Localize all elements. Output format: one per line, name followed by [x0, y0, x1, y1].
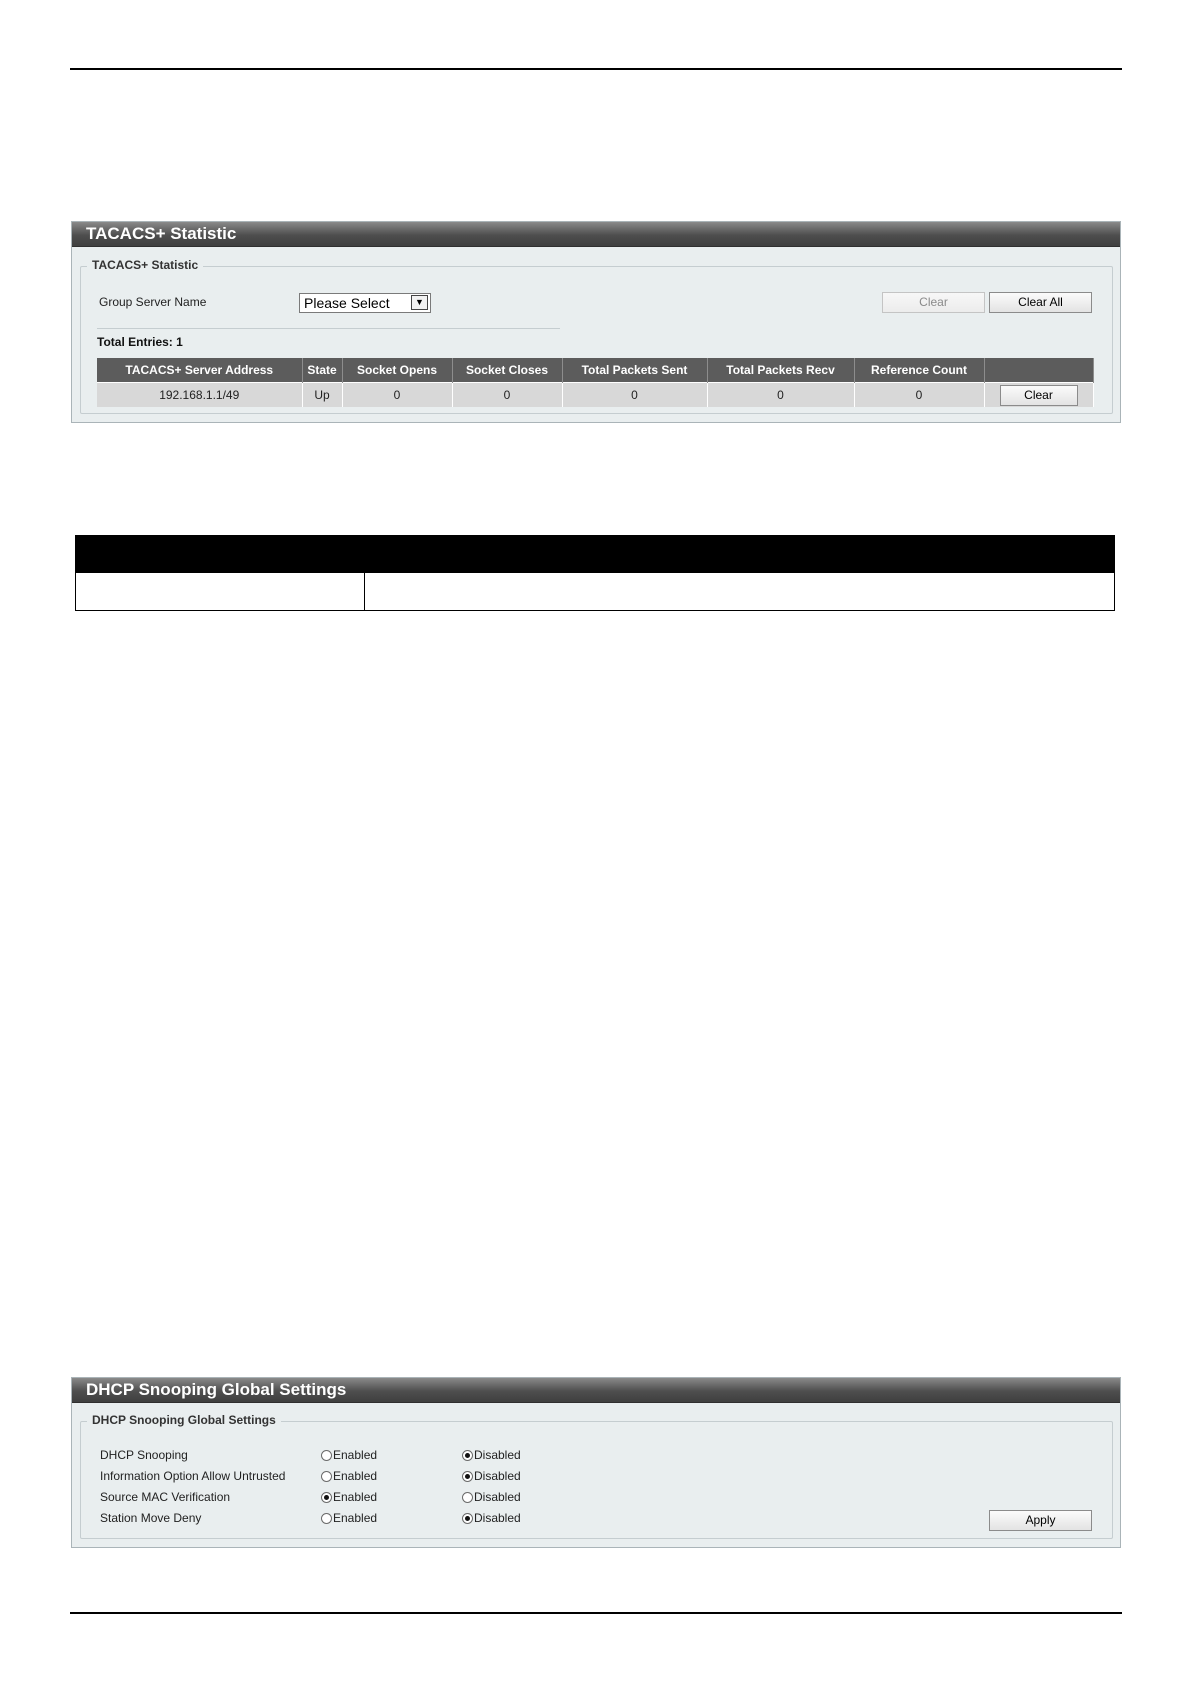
chevron-down-icon[interactable]: ▼ [411, 295, 428, 310]
doc-header-parameter [76, 536, 365, 573]
station-move-disabled-radio[interactable] [462, 1511, 521, 1525]
cell-socket-closes: 0 [452, 383, 562, 408]
dhcp-legend: DHCP Snooping Global Settings [87, 1413, 281, 1427]
cell-total-packets-recv: 0 [707, 383, 854, 408]
setting-label-dhcp-snooping: DHCP Snooping [100, 1448, 188, 1462]
setting-label-info-option: Information Option Allow Untrusted [100, 1469, 286, 1483]
doc-cell-description [365, 573, 1115, 611]
table-row [97, 383, 1093, 408]
tacacs-legend: TACACS+ Statistic [87, 258, 203, 272]
cell-action [984, 383, 1093, 408]
radio-selected-icon [462, 1513, 473, 1524]
column-header-server-address: TACACS+ Server Address [97, 358, 302, 383]
radio-label: Disabled [474, 1469, 521, 1483]
radio-selected-icon [462, 1450, 473, 1461]
footer-rule [70, 1612, 1122, 1614]
cell-server-address: 192.168.1.1/49 [97, 383, 302, 408]
tacacs-statistics-table [97, 358, 1094, 407]
radio-label: Enabled [333, 1469, 378, 1483]
radio-icon [321, 1450, 332, 1461]
radio-label: Enabled [333, 1490, 378, 1504]
cell-socket-opens: 0 [342, 383, 452, 408]
entries-divider [97, 328, 560, 329]
column-header-socket-closes: Socket Closes [452, 358, 562, 383]
column-header-action [984, 358, 1093, 383]
info-option-disabled-radio[interactable] [462, 1469, 521, 1483]
cell-reference-count: 0 [854, 383, 984, 408]
clear-all-button[interactable]: Clear All [989, 292, 1092, 313]
dhcp-panel-title: DHCP Snooping Global Settings [72, 1378, 1120, 1403]
column-header-total-packets-recv: Total Packets Recv [707, 358, 854, 383]
clear-button[interactable]: Clear [882, 292, 985, 313]
info-option-enabled-radio[interactable] [321, 1469, 377, 1483]
radio-selected-icon [462, 1471, 473, 1482]
group-server-name-value: Please Select [304, 295, 390, 311]
setting-label-source-mac: Source MAC Verification [100, 1490, 231, 1504]
setting-label-station-move-deny: Station Move Deny [100, 1511, 202, 1525]
source-mac-enabled-radio[interactable] [321, 1490, 377, 1504]
tacacs-panel-title: TACACS+ Statistic [72, 222, 1120, 247]
group-server-name-label: Group Server Name [99, 295, 207, 309]
radio-selected-icon [321, 1492, 332, 1503]
radio-label: Enabled [333, 1511, 378, 1525]
column-header-socket-opens: Socket Opens [342, 358, 452, 383]
doc-cell-parameter [76, 573, 365, 611]
doc-row [76, 573, 1115, 611]
source-mac-disabled-radio[interactable] [462, 1490, 521, 1504]
header-rule [70, 68, 1122, 70]
column-header-state: State [302, 358, 342, 383]
doc-header-row [76, 536, 1115, 573]
radio-label: Enabled [333, 1448, 378, 1462]
total-entries: Total Entries: 1 [97, 335, 183, 349]
table-header-row [97, 358, 1093, 383]
station-move-enabled-radio[interactable] [321, 1511, 377, 1525]
doc-header-description [365, 536, 1115, 573]
apply-button[interactable]: Apply [989, 1510, 1092, 1531]
column-header-total-packets-sent: Total Packets Sent [562, 358, 707, 383]
dhcp-snooping-panel [71, 1377, 1121, 1548]
parameter-description-table [75, 535, 1115, 611]
group-server-name-select[interactable] [299, 293, 431, 313]
radio-label: Disabled [474, 1448, 521, 1462]
cell-state: Up [302, 383, 342, 408]
radio-icon [321, 1471, 332, 1482]
dhcp-snooping-enabled-radio[interactable] [321, 1448, 377, 1462]
cell-total-packets-sent: 0 [562, 383, 707, 408]
row-clear-button[interactable]: Clear [1000, 385, 1078, 406]
radio-icon [321, 1513, 332, 1524]
column-header-reference-count: Reference Count [854, 358, 984, 383]
dhcp-snooping-disabled-radio[interactable] [462, 1448, 521, 1462]
radio-label: Disabled [474, 1511, 521, 1525]
radio-icon [462, 1492, 473, 1503]
tacacs-statistic-panel [71, 221, 1121, 423]
radio-label: Disabled [474, 1490, 521, 1504]
